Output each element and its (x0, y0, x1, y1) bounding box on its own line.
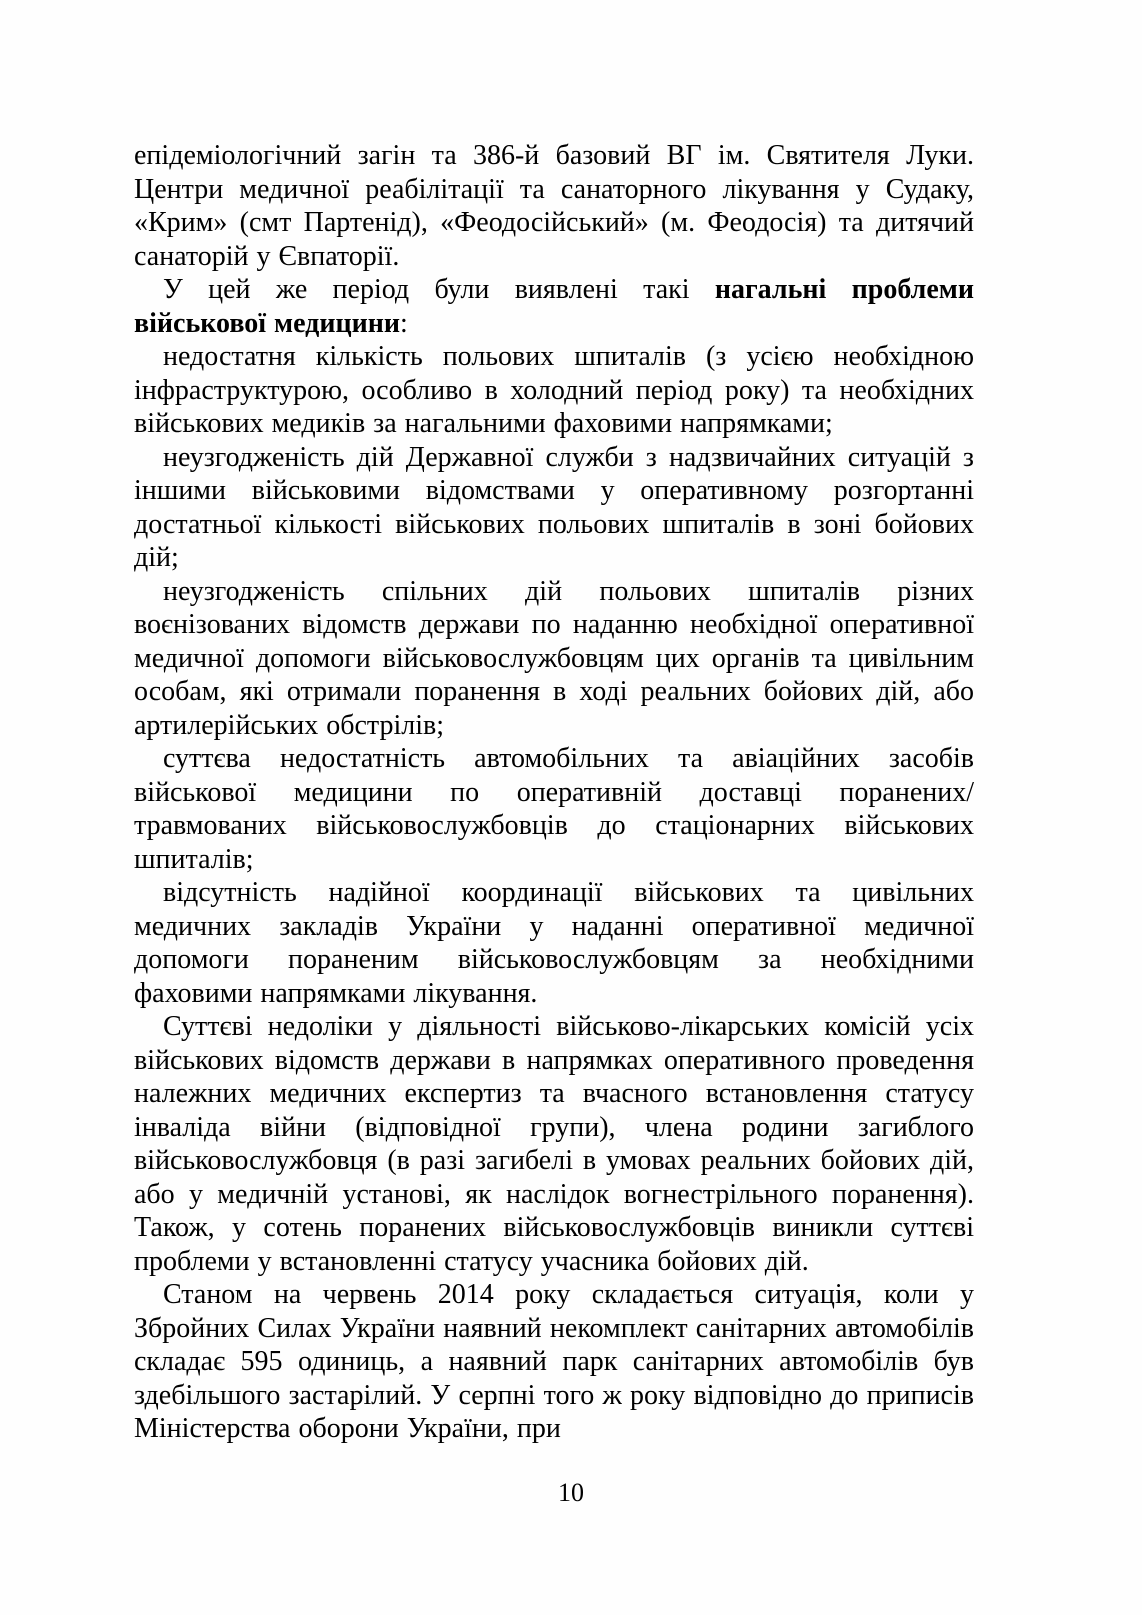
paragraph (134, 575, 974, 743)
paragraph (134, 742, 974, 876)
text-run: Станом на червень 2014 року складається ситуація, коли у Збройних Силах України наявний некомплект санітарних автомобілів складає 595 одиниць, а наявний парк санітарних автомобілів був здебільшого застарілий. У серпні того ж року відповідно до приписів Міністерства оборони України, при (134, 1279, 974, 1444)
text-run: відсутність надійної координації військових та цивільних медичних закладів України у наданні оперативної медичної допомоги пораненим військовослужбовцям за необхідними фаховими напрямками лікування. (134, 877, 974, 1009)
text-run: неузгодженість спільних дій польових шпиталів різних воєнізованих відомств держави по наданню необхідної оперативної медичної допомоги військовослужбовцям цих органів та цивільним особам, які отримали поранення в ході реальних бойових дій, або артилерійських обстрілів; (134, 575, 974, 741)
page-text (134, 139, 974, 1446)
text-run: неузгодженість дій Державної служби з надзвичайних ситуацій з іншими військовими відомствами у оперативному розгортанні достатньої кількості військових польових шпиталів в зоні бойових дій; (134, 441, 974, 573)
paragraph (134, 441, 974, 575)
bold-text-run: нагальні проблеми військової медицини (134, 274, 974, 339)
page-footer (0, 1477, 1142, 1509)
text-run: епідеміологічний загін та 386-й базовий ВГ ім. Святителя Луки. Центри медичної реабілітації та санаторного лікування у Судаку, «Крим» (смт Партенід), «Феодосійський» (м. Феодосія) та дитячий санаторій у Євпаторії. (134, 140, 974, 272)
text-run: У цей же період були виявлені такі (163, 274, 715, 305)
paragraph (134, 876, 974, 1010)
text-run: недостатня кількість польових шпиталів (з усією необхідною інфраструктурою, особливо в холодний період року) та необхідних військових медиків за нагальними фаховими напрямками; (134, 341, 974, 439)
text-run: суттєва недостатність автомобільних та авіаційних засобів військової медицини по оперативній доставці поранених/травмованих військовослужбовців до стаціонарних військових шпиталів; (134, 743, 974, 875)
page-number: 10 (558, 1478, 584, 1507)
text-run: : (400, 307, 408, 339)
paragraph (134, 273, 974, 340)
paragraph (134, 1278, 974, 1446)
text-run: Суттєві недоліки у діяльності військово-лікарських комісій усіх військових відомств держави в напрямках оперативного проведення належних медичних експертиз та вчасного встановлення статусу інваліда війни (відповідної групи), члена родини загиблого військовослужбовця (в разі загибелі в умовах реальних бойових дій, або у медичній установі, як наслідок вогнестрільного поранення). Також, у сотень поранених військовослужбовців виникли суттєві проблеми у встановленні статусу учасника бойових дій. (134, 1011, 974, 1277)
paragraph (134, 1010, 974, 1278)
paragraph (134, 139, 974, 273)
paragraph (134, 340, 974, 441)
